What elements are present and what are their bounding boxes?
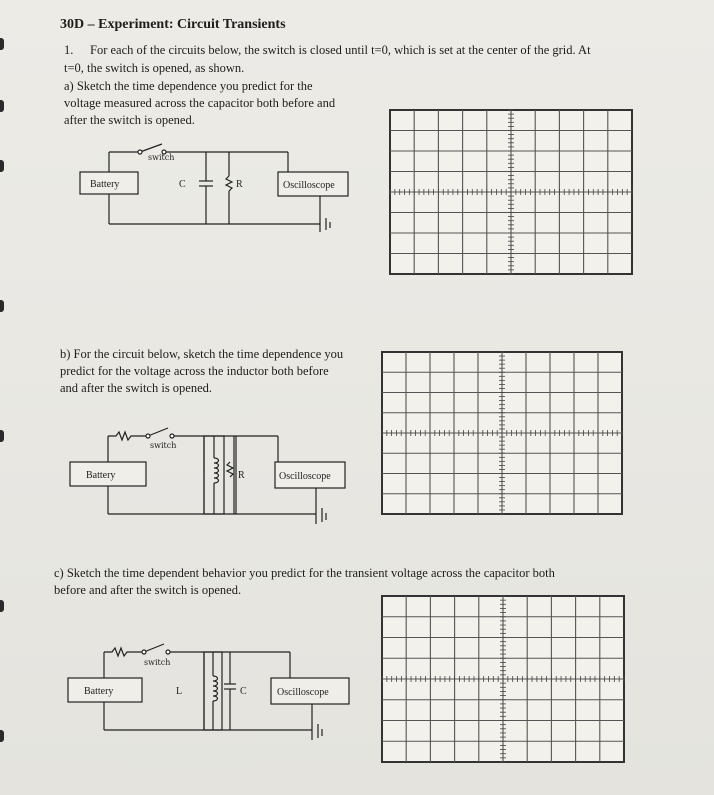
- circuit-a-diagram: [76, 136, 366, 248]
- part-a-line-2: voltage measured across the capacitor both before and: [64, 96, 336, 110]
- question-intro-line-2: t=0, the switch is opened, as shown.: [64, 61, 245, 75]
- battery-label: Battery: [84, 686, 114, 697]
- binder-holes: [0, 0, 8, 795]
- switch-label: switch: [150, 441, 177, 450]
- part-a-line-1: a) Sketch the time dependence you predict for the: [64, 79, 313, 93]
- part-b-line-3: and after the switch is opened.: [60, 381, 213, 395]
- capacitor-label: C: [179, 179, 186, 190]
- battery-label: Battery: [90, 179, 120, 190]
- circuit-b-diagram: [66, 424, 366, 536]
- oscilloscope-grid-b[interactable]: [380, 350, 624, 516]
- resistor-label: R: [238, 470, 245, 481]
- inductor-label: L: [176, 686, 183, 697]
- oscilloscope-label: Oscilloscope: [283, 180, 335, 191]
- circuit-c-diagram: [64, 638, 364, 750]
- part-a-line-3: after the switch is opened.: [64, 113, 195, 127]
- oscilloscope-grid-c[interactable]: [380, 594, 626, 764]
- oscilloscope-label: Oscilloscope: [279, 471, 331, 482]
- part-b-line-2: predict for the voltage across the inductor both before: [60, 364, 329, 378]
- oscilloscope-grid-a[interactable]: [388, 108, 634, 276]
- switch-label: switch: [148, 153, 175, 162]
- switch-label: switch: [144, 658, 171, 667]
- question-number: 1.: [64, 43, 74, 57]
- resistor-label: R: [236, 179, 243, 190]
- oscilloscope-label: Oscilloscope: [277, 687, 329, 698]
- page-title: 30D – Experiment: Circuit Transients: [60, 17, 286, 32]
- capacitor-label: C: [240, 686, 247, 697]
- part-b-line-1: b) For the circuit below, sketch the time dependence you: [60, 347, 344, 361]
- question-intro-line-1: For each of the circuits below, the switch is closed until t=0, which is set at the center of the grid. At: [90, 43, 591, 57]
- part-c-line-2: before and after the switch is opened.: [54, 583, 242, 597]
- battery-label: Battery: [86, 470, 116, 481]
- part-c-line-1: c) Sketch the time dependent behavior you predict for the transient voltage across the capacitor both: [54, 566, 555, 580]
